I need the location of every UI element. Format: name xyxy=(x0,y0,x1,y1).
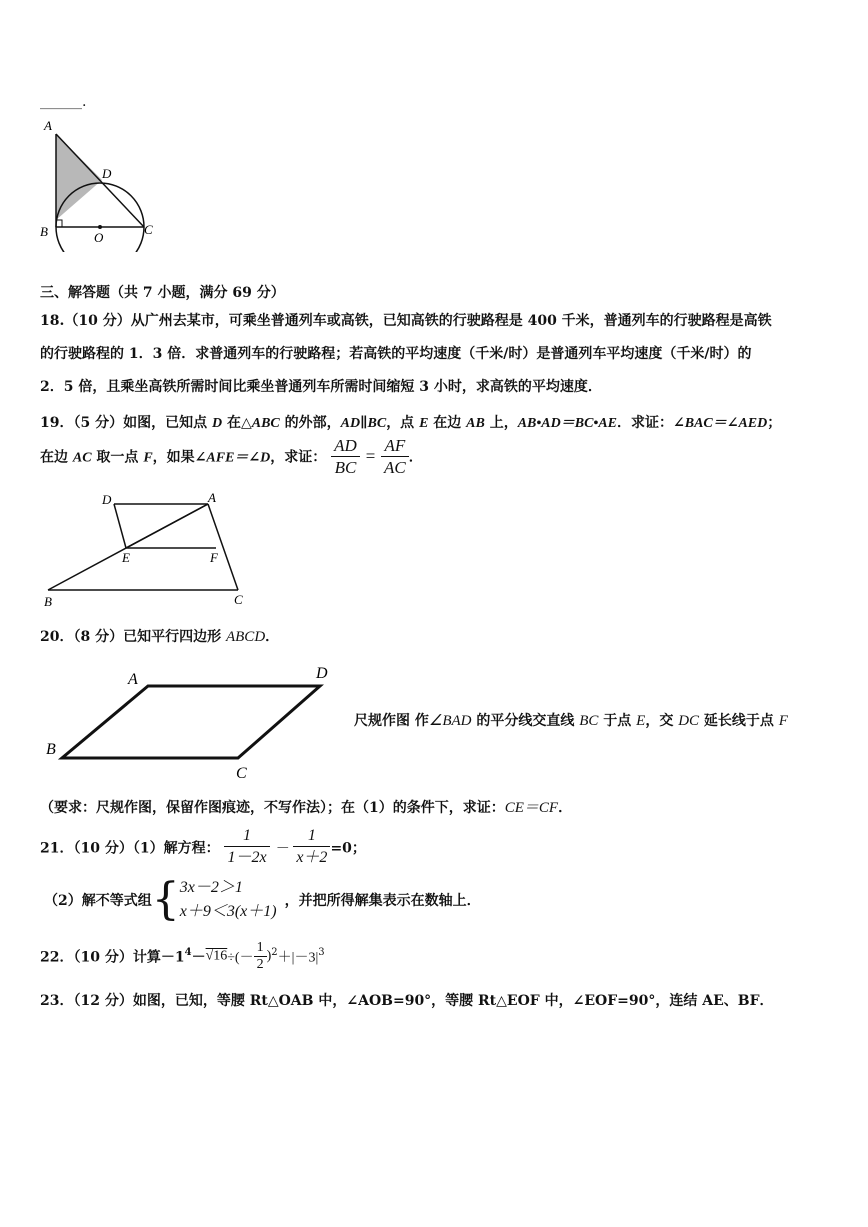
q19-t12: AB•AD＝BC•AE xyxy=(517,416,617,431)
q19-t3: 在△ xyxy=(222,415,252,431)
label-C: C xyxy=(234,592,243,607)
label-C: C xyxy=(144,222,153,237)
q18-line2: 的行驶路程的 1．3 倍．求普通列车的行驶路程；若高铁的平均速度（千米/时）是普通列车平均速度（千米/时）的 xyxy=(40,346,752,362)
q19-t8: E xyxy=(419,416,429,431)
q20-s9: 延长线于点 xyxy=(699,713,779,729)
q18-line3: 2．5 倍，且乘坐高铁所需时间比乘坐普通列车所需时间缩短 3 小时，求高铁的平均速度． xyxy=(40,379,602,395)
brace: { xyxy=(151,874,180,925)
q22-line xyxy=(40,940,325,973)
q19-t7: ，点 xyxy=(386,415,420,431)
label-A: A xyxy=(128,671,138,688)
label-C: C xyxy=(236,765,247,782)
q21-u1: （2）解不等式组 xyxy=(44,893,152,909)
frac-num: 1 xyxy=(293,826,330,847)
frac-den: 1－2x xyxy=(227,849,267,866)
minus-sign: － xyxy=(274,841,289,857)
q22-t4: ) xyxy=(266,948,272,964)
q20-s2: ∠BAD xyxy=(428,713,472,729)
inequality-2: x＋9＜3(x＋1) xyxy=(179,903,277,920)
q20-t1: 20．（8 分）已知平行四边形 xyxy=(40,629,226,645)
q19-t14: ∠BAC＝∠AED xyxy=(673,416,768,431)
q19-t6: AD∥BC xyxy=(340,416,387,431)
q22-t1: 22．（10 分）计算－1 xyxy=(40,949,185,966)
frac-num: 1 xyxy=(224,826,269,847)
equals: = xyxy=(364,446,377,466)
label-D: D xyxy=(102,492,112,507)
q20-t3: ． xyxy=(265,629,280,645)
q20-s4: BC xyxy=(579,713,599,729)
q19-t15: ； xyxy=(767,415,782,431)
q21-line2 xyxy=(44,876,481,924)
q19-t10: AB xyxy=(466,416,485,431)
q21-t2: =0； xyxy=(330,840,366,857)
q19-u6: ∠AFE＝∠D xyxy=(194,450,271,466)
q20-line2 xyxy=(40,796,572,817)
label-O: O xyxy=(94,230,104,245)
q22-exp3: 3 xyxy=(318,946,325,958)
frac-num: AF xyxy=(381,436,409,457)
label-E: E xyxy=(122,550,130,565)
q20-figure xyxy=(40,660,340,782)
q19-u1: 在边 xyxy=(40,449,73,466)
q18-line1: 18.（10 分）从广州去某市，可乘坐普通列车或高铁，已知高铁的行驶路程是 400 千米，普通列车的行驶路程是高铁 xyxy=(40,313,772,329)
q20-s1: 尺规作图 作 xyxy=(354,713,429,729)
q20-line1 xyxy=(40,626,279,646)
label-A: A xyxy=(44,118,52,133)
q20-s8: DC xyxy=(678,713,700,729)
q21-u2: ，并把所得解集表示在数轴上． xyxy=(284,893,481,909)
q21-fraction-1 xyxy=(224,826,269,869)
label-D: D xyxy=(316,665,328,682)
q19-end: ． xyxy=(408,449,423,466)
frac-num: 1 xyxy=(254,940,267,957)
q19-u3: 取一点 xyxy=(91,449,144,466)
q20-t2: ABCD xyxy=(225,629,266,645)
q22-half xyxy=(254,940,267,973)
q19-u4: F xyxy=(143,450,153,466)
q19-fraction-ad-bc xyxy=(331,436,360,479)
frac-num: AD xyxy=(331,436,360,457)
q19-t13: ．求证： xyxy=(617,415,673,431)
q22-t2: － xyxy=(191,949,206,966)
q22-exp2: 2 xyxy=(271,946,278,958)
q21-fraction-2 xyxy=(293,826,330,869)
q21-t1: 21．（10 分）（1）解方程： xyxy=(40,840,220,857)
label-F: F xyxy=(210,550,218,565)
frac-den: BC xyxy=(334,458,357,477)
q20-side-text xyxy=(354,710,788,730)
q19-line2 xyxy=(40,436,423,479)
q20-r2: CE＝CF xyxy=(504,800,559,816)
q19-u7: ，求证： xyxy=(270,449,327,466)
q19-t4: ABC xyxy=(251,416,280,431)
label-B: B xyxy=(40,224,48,239)
q21-line1 xyxy=(40,826,366,869)
label-A: A xyxy=(208,490,216,505)
q20-r1: （要求：尺规作图，保留作图痕迹，不写作法）；在（1）的条件下，求证： xyxy=(40,800,505,816)
section-title: 三、解答题（共 7 小题，满分 69 分） xyxy=(40,285,285,301)
shaded-triangle xyxy=(56,134,102,220)
q22-exp4: 4 xyxy=(184,946,192,958)
q19-u5: ，如果 xyxy=(152,449,195,466)
q19-t5: 的外部， xyxy=(279,415,341,431)
label-B: B xyxy=(44,594,52,609)
q20-s6: E xyxy=(636,713,646,729)
q17-figure xyxy=(36,112,166,252)
q20-s7: ，交 xyxy=(645,713,679,729)
frac-den: 2 xyxy=(256,957,264,972)
q19-figure xyxy=(38,486,258,610)
q19-line1 xyxy=(40,412,781,432)
sqrt-16: √16 xyxy=(205,948,228,964)
label-D: D xyxy=(102,166,112,181)
q20-s5: 于点 xyxy=(598,713,637,729)
q17-answer-blank: ______. xyxy=(40,94,87,110)
q20-s10: F xyxy=(778,713,788,729)
q23-line: 23．（12 分）如图，已知，等腰 Rt△OAB 中，∠AOB=90°，等腰 Rt△EOF 中，∠EOF=90°，连结 AE、BF． xyxy=(40,993,774,1009)
q19-u2: AC xyxy=(72,450,92,466)
q19-fraction-af-ac xyxy=(381,436,409,479)
label-B: B xyxy=(46,741,56,758)
inequality-system xyxy=(180,876,277,924)
q19-t11: 上， xyxy=(484,415,518,431)
inequality-1: 3x－2＞1 xyxy=(179,879,243,896)
q20-s3: 的平分线交直线 xyxy=(471,713,580,729)
q20-r3: ． xyxy=(558,800,573,816)
q19-t2: D xyxy=(211,416,223,431)
q19-t1: 19．（5 分）如图，已知点 xyxy=(40,415,212,431)
frac-den: x＋2 xyxy=(296,849,328,866)
frac-den: AC xyxy=(384,458,406,477)
q22-t3: ÷(－ xyxy=(227,950,254,966)
q19-t9: 在边 xyxy=(428,415,467,431)
q22-t5: ＋|－3| xyxy=(277,950,319,966)
